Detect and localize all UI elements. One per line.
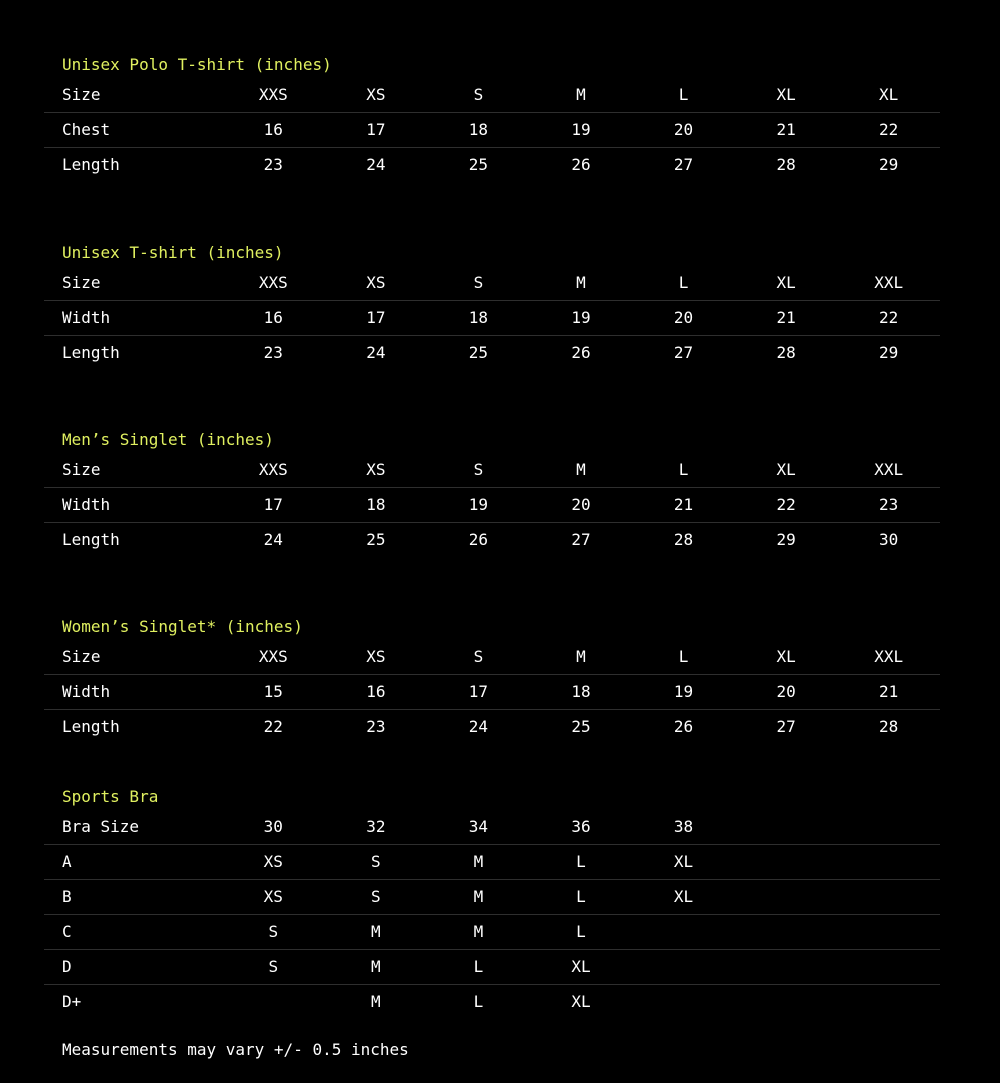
table-cell: 15 <box>222 675 325 710</box>
table-cell: 21 <box>735 113 838 148</box>
table-row <box>44 488 940 523</box>
table-row <box>44 453 940 488</box>
table-cell: XL <box>776 273 796 292</box>
table-cell: 28 <box>632 523 735 558</box>
table-cell: XXS <box>258 647 288 666</box>
size-section-unisex-polo <box>44 53 940 182</box>
table-cell <box>632 950 735 985</box>
row-label: Size <box>62 85 101 104</box>
table-cell <box>837 985 940 1020</box>
table-cell: 17 <box>427 675 530 710</box>
table-cell: XL <box>879 85 899 104</box>
row-label: D <box>44 950 222 985</box>
table-row <box>44 78 940 113</box>
table-row <box>44 810 940 845</box>
table-cell: M <box>576 460 586 479</box>
table-row <box>44 675 940 710</box>
table-cell: 21 <box>837 675 940 710</box>
table-cell: M <box>427 915 530 950</box>
table-cell: L <box>678 647 689 666</box>
table-cell: 24 <box>427 710 530 745</box>
row-label: D+ <box>44 985 222 1020</box>
table-cell: 25 <box>530 710 633 745</box>
table-cell: XXL <box>874 460 904 479</box>
table-cell: 38 <box>673 817 694 836</box>
table-cell <box>735 915 838 950</box>
table-row <box>44 915 940 950</box>
table-cell: 22 <box>837 301 940 336</box>
table-cell: 19 <box>530 113 633 148</box>
table-cell: XL <box>530 985 633 1020</box>
table-cell: L <box>530 915 633 950</box>
table-cell <box>735 810 838 845</box>
table-cell: L <box>427 950 530 985</box>
table-cell: M <box>576 273 586 292</box>
table-cell: 30 <box>263 817 283 836</box>
table-cell: 20 <box>735 675 838 710</box>
table-cell: 17 <box>222 488 325 523</box>
table-cell: XL <box>776 647 796 666</box>
table-cell: 26 <box>632 710 735 745</box>
row-label: C <box>44 915 222 950</box>
table-cell: 21 <box>632 488 735 523</box>
table-cell: 20 <box>632 301 735 336</box>
measurement-footnote: Measurements may vary +/- 0.5 inches <box>62 1040 409 1059</box>
table-cell: 22 <box>222 710 325 745</box>
table-cell <box>735 845 838 880</box>
row-label: Length <box>44 148 222 183</box>
row-label: A <box>44 845 222 880</box>
table-cell: M <box>427 845 530 880</box>
table-cell: S <box>473 85 484 104</box>
table-cell <box>837 950 940 985</box>
table-cell: XS <box>366 460 386 479</box>
table-cell: 17 <box>325 301 428 336</box>
table-cell: XS <box>366 273 386 292</box>
table-cell: 25 <box>325 523 428 558</box>
table-cell: M <box>576 647 586 666</box>
table-cell: 17 <box>325 113 428 148</box>
table-row <box>44 640 940 675</box>
table-cell: M <box>325 915 428 950</box>
size-table <box>44 810 940 1019</box>
table-cell: 26 <box>530 336 633 371</box>
table-cell: XS <box>222 880 325 915</box>
table-cell: 27 <box>735 710 838 745</box>
table-cell: 24 <box>222 523 325 558</box>
row-label: Width <box>44 301 222 336</box>
size-section-womens-singlet <box>44 615 940 744</box>
table-cell: 22 <box>837 113 940 148</box>
table-cell: L <box>678 460 689 479</box>
table-cell: 23 <box>325 710 428 745</box>
table-cell <box>632 985 735 1020</box>
size-table <box>44 266 940 370</box>
table-row <box>44 950 940 985</box>
table-row <box>44 710 940 745</box>
table-cell: 25 <box>427 336 530 371</box>
table-cell: 28 <box>735 336 838 371</box>
table-cell: S <box>473 273 484 292</box>
table-row <box>44 336 940 371</box>
table-cell: S <box>325 880 428 915</box>
table-cell: 34 <box>468 817 489 836</box>
table-cell <box>837 880 940 915</box>
table-cell: XL <box>776 85 796 104</box>
table-cell: XXL <box>874 647 904 666</box>
size-section-mens-singlet <box>44 428 940 557</box>
table-cell: 18 <box>427 113 530 148</box>
row-label: Chest <box>44 113 222 148</box>
table-row <box>44 523 940 558</box>
row-label: Length <box>44 523 222 558</box>
table-cell <box>735 880 838 915</box>
table-cell: 28 <box>735 148 838 183</box>
table-row <box>44 148 940 183</box>
table-cell: 16 <box>222 113 325 148</box>
table-row <box>44 301 940 336</box>
table-cell: 24 <box>325 148 428 183</box>
table-cell: 30 <box>837 523 940 558</box>
table-cell: S <box>473 647 484 666</box>
table-cell: S <box>222 915 325 950</box>
table-cell: 18 <box>530 675 633 710</box>
table-cell: XXS <box>258 273 288 292</box>
table-cell: XS <box>222 845 325 880</box>
table-cell: 24 <box>325 336 428 371</box>
table-cell: 26 <box>530 148 633 183</box>
row-label: Size <box>62 647 101 666</box>
table-cell: S <box>222 950 325 985</box>
table-cell <box>837 915 940 950</box>
table-cell: L <box>530 880 633 915</box>
size-section-sports-bra <box>44 785 940 1019</box>
table-cell: 29 <box>837 336 940 371</box>
table-cell: 25 <box>427 148 530 183</box>
table-cell: 16 <box>222 301 325 336</box>
section-title: Men’s Singlet (inches) <box>62 430 274 449</box>
table-row <box>44 880 940 915</box>
size-section-unisex-tshirt <box>44 241 940 370</box>
table-cell: M <box>576 85 586 104</box>
table-cell: XS <box>366 85 386 104</box>
table-cell: XL <box>632 845 735 880</box>
table-cell <box>735 950 838 985</box>
table-cell: 27 <box>632 148 735 183</box>
row-label: Length <box>44 336 222 371</box>
size-table <box>44 640 940 744</box>
table-cell: M <box>427 880 530 915</box>
table-cell: 21 <box>735 301 838 336</box>
table-cell: 16 <box>325 675 428 710</box>
table-cell: 18 <box>325 488 428 523</box>
table-cell: 18 <box>427 301 530 336</box>
table-cell: 29 <box>837 148 940 183</box>
table-cell: M <box>325 985 428 1020</box>
table-cell: L <box>530 845 633 880</box>
table-cell: S <box>473 460 484 479</box>
row-label: Length <box>44 710 222 745</box>
size-table <box>44 78 940 182</box>
table-cell: 28 <box>837 710 940 745</box>
table-cell: L <box>427 985 530 1020</box>
row-label: Size <box>62 273 101 292</box>
table-cell: 20 <box>530 488 633 523</box>
table-cell: XS <box>366 647 386 666</box>
table-cell: XL <box>776 460 796 479</box>
table-cell: XL <box>632 880 735 915</box>
size-table <box>44 453 940 557</box>
table-cell: 32 <box>366 817 386 836</box>
table-cell: 29 <box>735 523 838 558</box>
row-label: Width <box>44 675 222 710</box>
section-title: Women’s Singlet* (inches) <box>62 617 303 636</box>
section-title: Unisex T-shirt (inches) <box>62 243 284 262</box>
table-cell: 36 <box>571 817 591 836</box>
table-cell <box>837 810 940 845</box>
table-cell: L <box>678 85 689 104</box>
table-row <box>44 985 940 1020</box>
table-cell <box>632 915 735 950</box>
table-cell: 27 <box>632 336 735 371</box>
table-cell <box>837 845 940 880</box>
table-cell: XXL <box>874 273 904 292</box>
table-row <box>44 266 940 301</box>
table-row <box>44 113 940 148</box>
table-row <box>44 845 940 880</box>
table-cell: XL <box>530 950 633 985</box>
row-label: Width <box>44 488 222 523</box>
table-cell: 27 <box>530 523 633 558</box>
section-title: Sports Bra <box>62 787 159 806</box>
table-cell: 19 <box>530 301 633 336</box>
table-cell: M <box>325 950 428 985</box>
table-cell: S <box>325 845 428 880</box>
section-title: Unisex Polo T-shirt (inches) <box>62 55 332 74</box>
table-cell: XXS <box>258 85 288 104</box>
table-cell <box>222 985 325 1020</box>
table-cell: L <box>678 273 689 292</box>
table-cell: 23 <box>222 336 325 371</box>
table-cell: 19 <box>427 488 530 523</box>
row-label: Size <box>62 460 101 479</box>
table-cell: 19 <box>632 675 735 710</box>
table-cell: 20 <box>632 113 735 148</box>
table-cell: 23 <box>837 488 940 523</box>
table-cell: 23 <box>222 148 325 183</box>
table-cell: 26 <box>427 523 530 558</box>
row-label: B <box>44 880 222 915</box>
table-cell: 22 <box>735 488 838 523</box>
row-label: Bra Size <box>62 817 140 836</box>
table-cell: XXS <box>258 460 288 479</box>
table-cell <box>735 985 838 1020</box>
